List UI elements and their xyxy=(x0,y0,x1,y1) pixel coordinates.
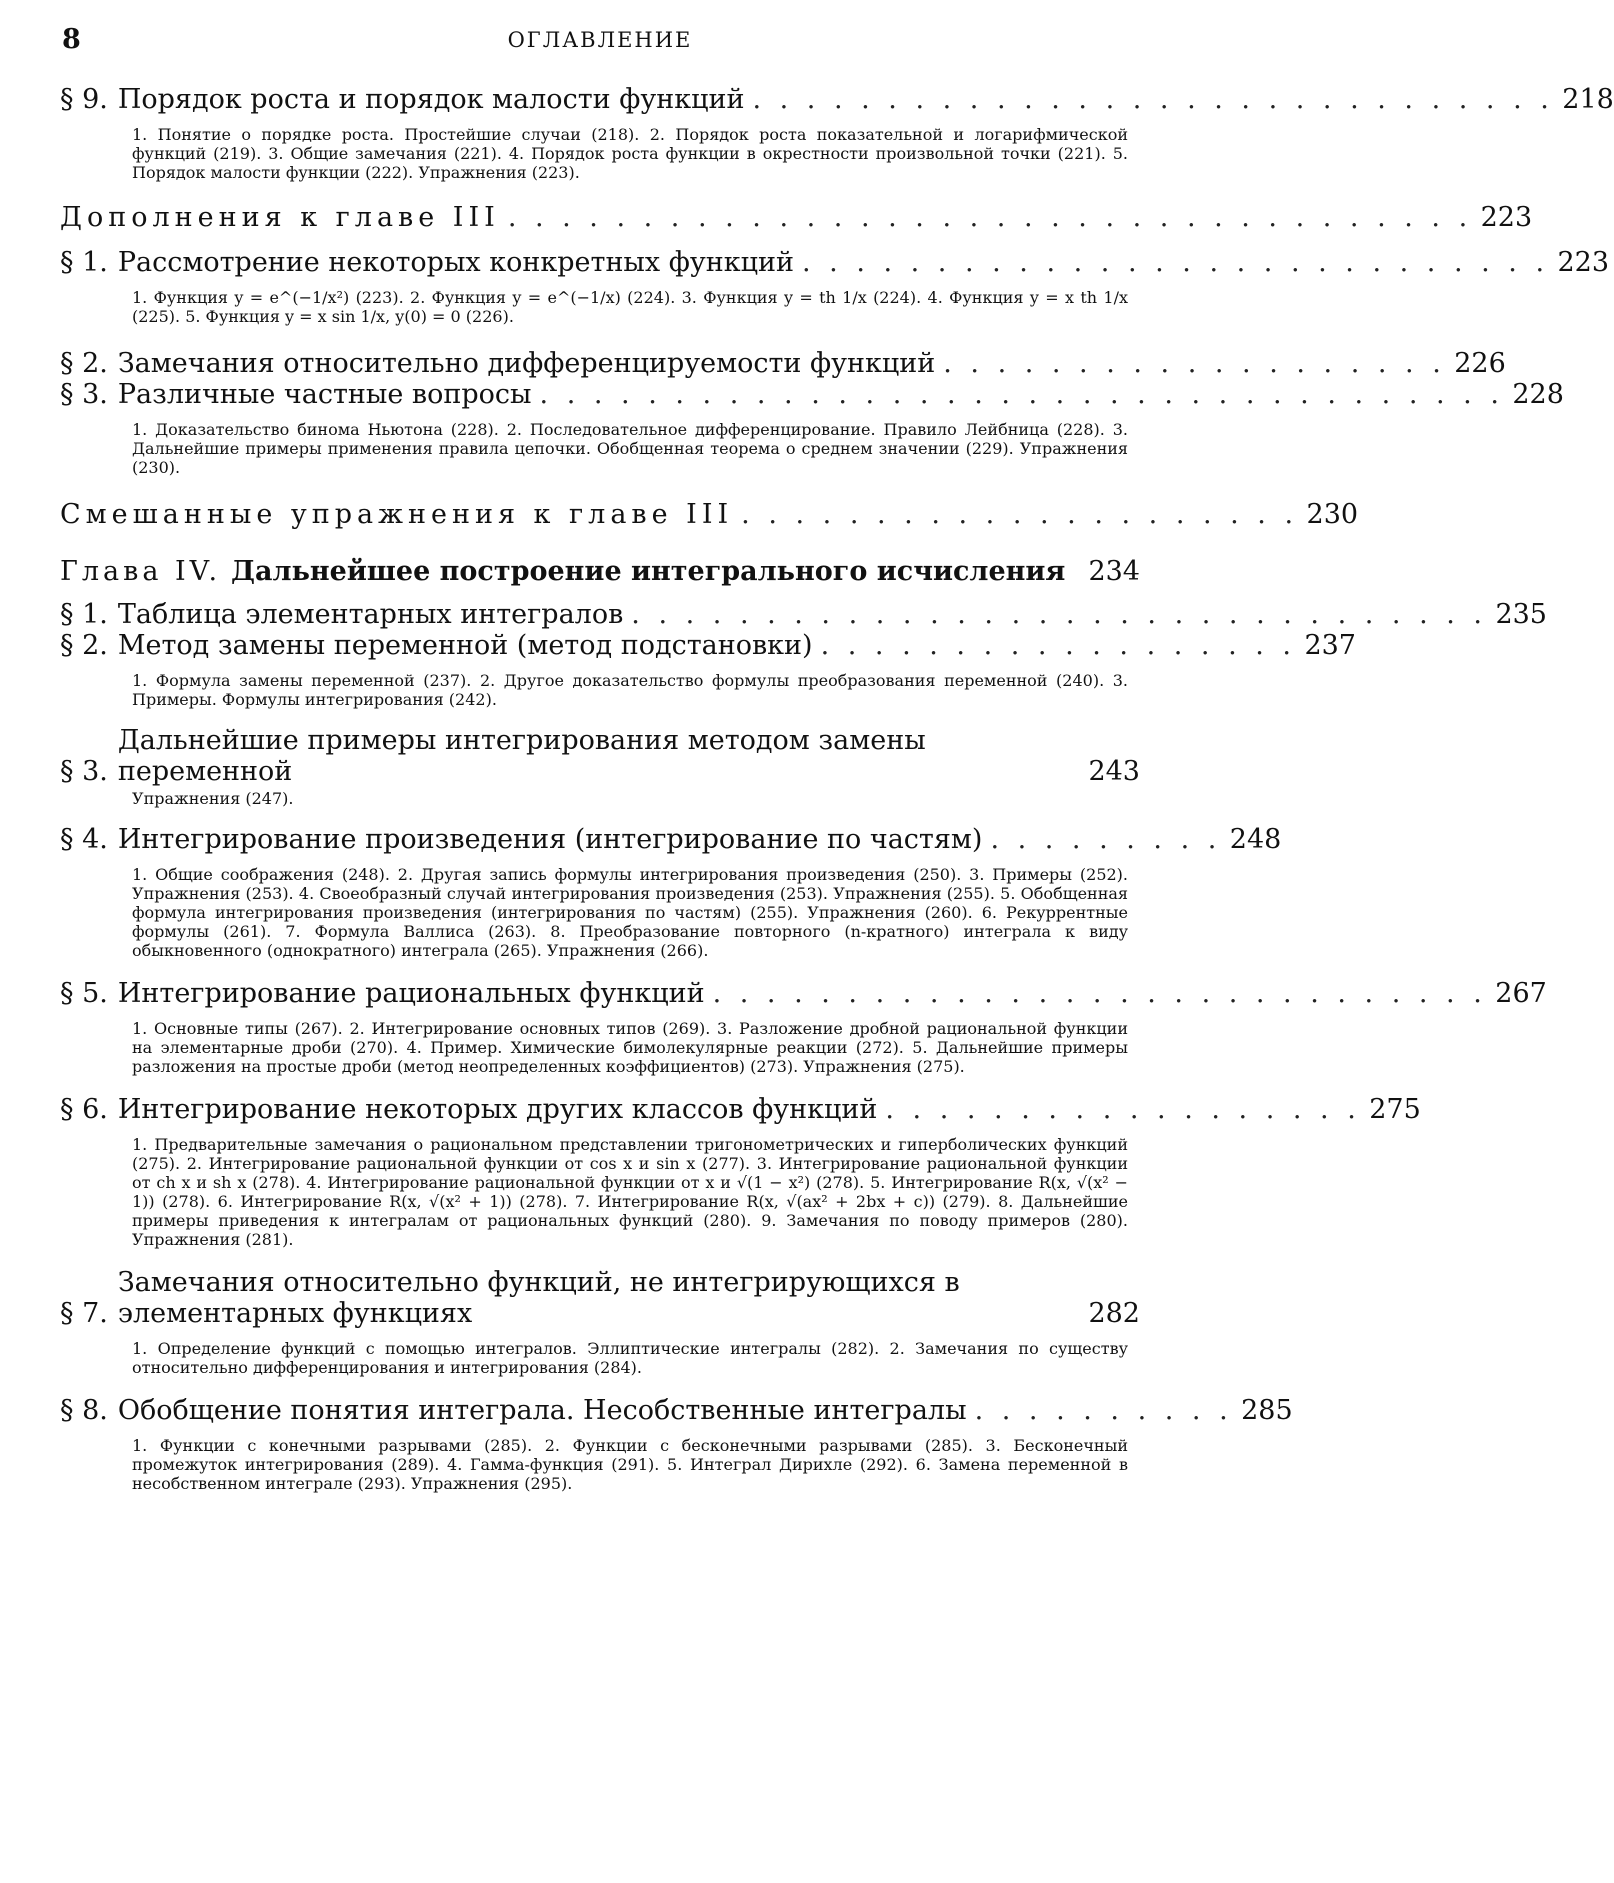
section-number: § 4. xyxy=(60,824,108,855)
section-contents: 1. Основные типы (267). 2. Интегрирование основных типов (269). 3. Разложение дробной рациональной функции на элементарные дроби (270). 4. Пример. Химические бимолекулярные реакции (272). 5. Дальнейшие примеры разложения на простые дроби (метод неопределенных коэффициентов) (273). Упражнения (275). xyxy=(132,1019,1128,1076)
section-title: Интегрирование произведения (интегрирование по частям) xyxy=(117,824,983,855)
leader-dots: . . . . . . . . . . xyxy=(974,1395,1233,1426)
toc-page xyxy=(60,18,1614,1493)
page-ref: 248 xyxy=(1229,824,1282,855)
page-ref: 223 xyxy=(1480,202,1533,233)
page-ref: 285 xyxy=(1241,1395,1293,1426)
page-ref: 275 xyxy=(1369,1094,1421,1125)
section-title: Метод замены переменной (метод подстановки) xyxy=(117,630,813,661)
leader-dots: . . . . . . . . . . . . . . . . . . . . . . . . . . . . . . xyxy=(752,84,1554,115)
toc-entry xyxy=(60,1094,1421,1125)
toc-entry xyxy=(60,630,1356,661)
page-ref: 218 xyxy=(1562,84,1614,115)
page-number: 8 xyxy=(62,24,81,55)
section-number: § 1. xyxy=(60,247,108,278)
section-number: § 1. xyxy=(60,599,108,630)
section-contents: 1. Предварительные замечания о рациональном представлении тригонометрических и гиперболических функций (275). 2. Интегрирование рациональной функции от cos x и sin x (277). 3. Интегрирование рациональной функции от ch x и sh x (278). 4. Интегрирование рациональной функции от x и √(1 − x²) (278). 5. Интегрирование R(x, √(x² − 1)) (278). 6. Интегрирование R(x, √(x² + 1)) (278). 7. Интегрирование R(x, √(ax² + 2bx + c)) (279). 8. Дальнейшие примеры приведения к интегралам от рациональных функций (280). 9. Замечания по поводу примеров (280). Упражнения (281). xyxy=(132,1135,1128,1249)
section-title: Порядок роста и порядок малости функций xyxy=(117,84,745,115)
section-title: Таблица элементарных интегралов xyxy=(117,599,624,630)
page-ref: 243 xyxy=(1088,756,1140,787)
page-ref: 230 xyxy=(1306,499,1359,530)
section-number: § 3. xyxy=(60,379,108,410)
page-ref: 226 xyxy=(1454,348,1506,379)
section-contents: 1. Доказательство бинома Ньютона (228). 2. Последовательное дифференцирование. Правило Лейбница (228). 3. Дальнейшие примеры применения правила цепочки. Обобщенная теорема о среднем значении (229). Упражнения (230). xyxy=(132,420,1128,477)
section-title: Замечания относительно функций, не интегрирующихся в элементарных функциях xyxy=(117,1267,960,1329)
leader-dots: . . . . . . . . . . . . . . . . . . . . . . . . . . . . xyxy=(801,247,1550,278)
section-contents: 1. Определение функций с помощью интегралов. Эллиптические интегралы (282). 2. Замечания по существу относительно дифференцирования и интегрирования (284). xyxy=(132,1339,1128,1377)
leader-dots: . . . . . . . . . . . . . . . . . . . . . xyxy=(741,499,1299,530)
section-number: § 3. xyxy=(60,756,108,787)
page-ref: 237 xyxy=(1304,630,1356,661)
section-number: § 9. xyxy=(60,84,108,115)
toc-entry xyxy=(60,499,1359,530)
section-title: Интегрирование некоторых других классов функций xyxy=(117,1094,878,1125)
page-ref: 228 xyxy=(1512,379,1564,410)
section-title: Различные частные вопросы xyxy=(117,379,532,410)
leader-dots: . . . . . . . . . . . . . . . . . . . xyxy=(943,348,1446,379)
toc-entry xyxy=(60,202,1533,233)
page-ref: 282 xyxy=(1088,1298,1140,1329)
section-title: Рассмотрение некоторых конкретных функций xyxy=(117,247,794,278)
toc-entry xyxy=(60,824,1282,855)
toc-entry xyxy=(60,1267,1140,1329)
page-ref: 267 xyxy=(1495,978,1547,1009)
toc-entry xyxy=(60,725,1140,787)
section-number: § 6. xyxy=(60,1094,108,1125)
leader-dots: . . . . . . . . . . . . . . . . . . xyxy=(820,630,1296,661)
section-title: Дополнения к главе III xyxy=(60,202,500,233)
chapter-entry xyxy=(60,556,1140,587)
leader-dots: . . . . . . . . . . . . . . . . . . . . . . . . . . . . . xyxy=(712,978,1487,1009)
section-number: § 2. xyxy=(60,630,108,661)
section-contents: 1. Формула замены переменной (237). 2. Другое доказательство формулы преобразования переменной (240). 3. Примеры. Формулы интегрирования (242). xyxy=(132,671,1128,709)
chapter-title: Дальнейшее построение интегрального исчисления xyxy=(231,556,1066,587)
toc-entry xyxy=(60,599,1547,630)
section-contents: 1. Понятие о порядке роста. Простейшие случаи (218). 2. Порядок роста показательной и логарифмической функций (219). 3. Общие замечания (221). 4. Порядок роста функции в окрестности произвольной точки (221). 5. Порядок малости функции (222). Упражнения (223). xyxy=(132,125,1128,182)
section-number: § 8. xyxy=(60,1395,108,1426)
leader-dots: . . . . . . . . . . . . . . . . . . xyxy=(885,1094,1361,1125)
leader-dots: . . . . . . . . . xyxy=(990,824,1222,855)
page-ref: 235 xyxy=(1495,599,1547,630)
section-title: Замечания относительно дифференцируемости функций xyxy=(117,348,936,379)
leader-dots: . . . . . . . . . . . . . . . . . . . . . . . . . . . . . . . . . . . . xyxy=(539,379,1504,410)
section-title: Обобщение понятия интеграла. Несобственные интегралы xyxy=(117,1395,967,1426)
section-title: Интегрирование рациональных функций xyxy=(117,978,705,1009)
toc-entry xyxy=(60,379,1564,410)
section-contents: 1. Общие соображения (248). 2. Другая запись формулы интегрирования произведения (250). 3. Примеры (252). Упражнения (253). 4. Своеобразный случай интегрирования произведения (253). Упражнения (255). 5. Обобщенная формула интегрирования произведения (интегрирования по частям) (255). Упражнения (260). 6. Рекуррентные формулы (261). 7. Формула Валлиса (263). 8. Преобразование повторного (n-кратного) интеграла к виду обыкновенного (однократного) интеграла (265). Упражнения (266). xyxy=(132,865,1128,960)
toc-entry xyxy=(60,348,1506,379)
section-contents: 1. Функция y = e^(−1/x²) (223). 2. Функция y = e^(−1/x) (224). 3. Функция y = th 1/x (224). 4. Функция y = x th 1/x (225). 5. Функция y = x sin 1/x, y(0) = 0 (226). xyxy=(132,288,1128,326)
leader-dots: . . . . . . . . . . . . . . . . . . . . . . . . . . . . . . . . xyxy=(631,599,1487,630)
page-title: ОГЛАВЛЕНИЕ xyxy=(507,28,693,52)
toc-entry xyxy=(60,84,1614,115)
section-number: § 5. xyxy=(60,978,108,1009)
section-contents: 1. Функции с конечными разрывами (285). 2. Функции с бесконечными разрывами (285). 3. Бесконечный промежуток интегрирования (289). 4. Гамма-функция (291). 5. Интеграл Дирихле (292). 6. Замена переменной в несобственном интеграле (293). Упражнения (295). xyxy=(132,1436,1128,1493)
page-ref: 223 xyxy=(1557,247,1610,278)
section-number: § 2. xyxy=(60,348,108,379)
section-number: § 7. xyxy=(60,1298,108,1329)
chapter-number: Глава IV. xyxy=(60,556,222,587)
leader-dots: . . . . . . . . . . . . . . . . . . . . . . . . . . . . . . . . . . . . xyxy=(507,202,1473,233)
section-title: Дальнейшие примеры интегрирования методом замены переменной xyxy=(117,725,926,787)
section-title: Смешанные упражнения к главе III xyxy=(60,499,734,530)
toc-entry xyxy=(60,247,1610,278)
page-header xyxy=(60,18,1140,62)
section-contents: Упражнения (247). xyxy=(132,789,294,808)
page-ref: 234 xyxy=(1088,556,1140,587)
toc-entry xyxy=(60,978,1547,1009)
toc-entry xyxy=(60,1395,1293,1426)
